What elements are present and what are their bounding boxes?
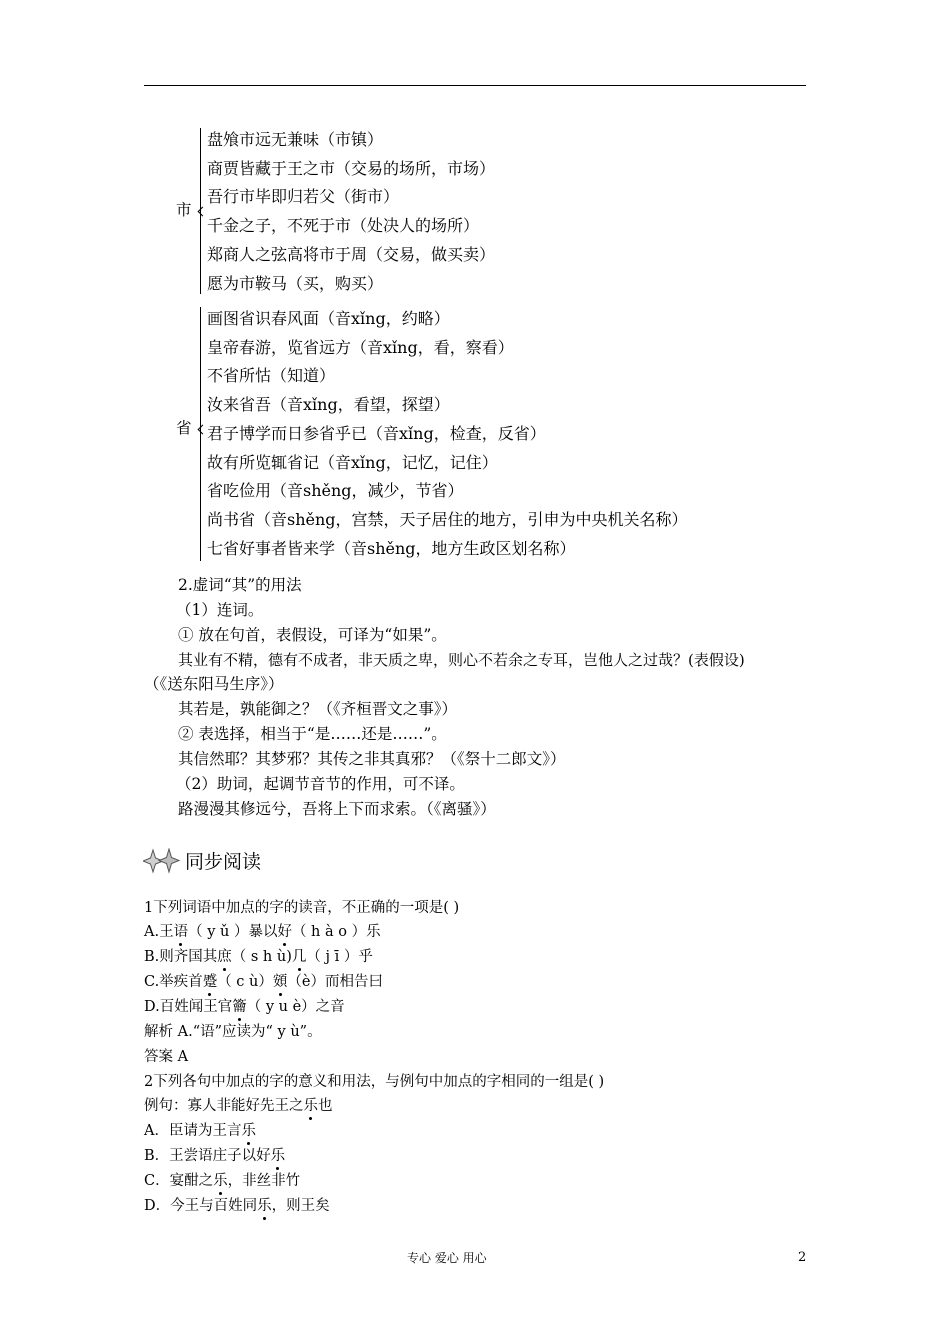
option-text: （è）而相告曰 bbox=[287, 974, 383, 990]
q1-option-b bbox=[144, 947, 373, 967]
list-item: 郑商人之弦高将市于周（交易，做买卖） bbox=[207, 244, 496, 264]
option-text: C．宴酣之 bbox=[144, 1173, 214, 1189]
example-text: 例句：寡人非能好先王之 bbox=[144, 1098, 304, 1114]
list-item: 商贾皆藏于王之市（交易的场所，市场） bbox=[207, 158, 496, 178]
q2-example bbox=[144, 1096, 333, 1116]
option-text: （ j ī ）乎 bbox=[306, 949, 373, 965]
shi-group-head: 市 bbox=[176, 201, 192, 219]
qi-p2: ① 放在句首，表假设，可译为“如果”。 bbox=[178, 626, 447, 644]
qi-p3b: （《送东阳马生序》） bbox=[144, 675, 284, 693]
q1-option-c bbox=[144, 972, 383, 992]
option-text: B．王尝语庄子以好 bbox=[144, 1148, 271, 1164]
dotted-char: 頞 bbox=[272, 974, 288, 990]
xing-group-list bbox=[207, 305, 688, 563]
option-text: 官 bbox=[217, 999, 233, 1015]
qi-p8: 路漫漫其修远兮，吾将上下而求索。（《离骚》） bbox=[178, 800, 496, 818]
q2-option-d bbox=[144, 1196, 330, 1216]
q1-option-d bbox=[144, 997, 345, 1017]
dotted-char: 蹙 bbox=[202, 974, 218, 990]
dotted-char: 庶 bbox=[217, 949, 232, 965]
option-text: ，则王矣 bbox=[271, 1198, 330, 1214]
option-text: C.举疾首 bbox=[144, 974, 203, 990]
list-item: 省吃俭用（音shěng，减少，节省） bbox=[207, 481, 464, 501]
dotted-char: 乐 bbox=[303, 1098, 318, 1114]
list-item: 尚书省（音shěng，宫禁，天子居住的地方，引申为中央机关名称） bbox=[207, 509, 688, 529]
option-text: （ y ǔ ）暴以 bbox=[188, 924, 278, 940]
header-rule bbox=[144, 85, 806, 86]
dotted-char: 乐 bbox=[213, 1173, 228, 1189]
sparkle-icon bbox=[143, 848, 183, 874]
qi-p1: （1）连词。 bbox=[176, 601, 264, 619]
qi-p5: ② 表选择，相当于“是……还是……”。 bbox=[178, 725, 447, 743]
footer-motto: 专心 爱心 用心 bbox=[407, 1251, 487, 1265]
dotted-char: 几 bbox=[291, 949, 307, 965]
qi-p7: （2）助词，起调节音节的作用，可不译。 bbox=[176, 775, 465, 793]
dotted-char: 语 bbox=[173, 924, 189, 940]
list-item: 不省所怙（知道） bbox=[207, 366, 336, 386]
dotted-char: 乐 bbox=[270, 1148, 286, 1164]
q2-option-b bbox=[144, 1146, 285, 1166]
option-text: B.则齐国其 bbox=[144, 949, 218, 965]
option-text: ，非丝非竹 bbox=[227, 1173, 301, 1189]
qi-section-title: 2.虚词“其”的用法 bbox=[178, 576, 302, 594]
list-item: 皇帝春游，览省远方（音xǐng，看，察看） bbox=[207, 337, 514, 357]
list-item: 愿为市鞍马（买，购买） bbox=[207, 273, 384, 293]
qi-p4: 其若是，孰能御之？（《齐桓晋文之事》） bbox=[178, 700, 458, 718]
q1-stem: 1下列词语中加点的字的读音，不正确的一项是( ) bbox=[144, 900, 460, 916]
q1-answer: 答案 A bbox=[144, 1049, 189, 1065]
option-text: （ h à o ）乐 bbox=[291, 924, 381, 940]
sync-reading-heading: 同步阅读 bbox=[185, 851, 262, 873]
example-text: 也 bbox=[318, 1098, 333, 1114]
q2-option-a bbox=[144, 1121, 256, 1141]
dotted-char: 籥 bbox=[232, 999, 247, 1015]
qi-p6: 其信然耶？其梦邪？其传之非其真邪？（《祭十二郎文》） bbox=[178, 750, 566, 768]
dotted-char: 好 bbox=[277, 924, 292, 940]
list-item: 故有所览辄省记（音xǐng，记忆，记住） bbox=[207, 452, 498, 472]
list-item: 七省好事者皆来学（音shěng，地方生政区划名称） bbox=[207, 538, 576, 558]
option-text: A.王 bbox=[144, 924, 174, 940]
q2-option-c bbox=[144, 1171, 300, 1191]
list-item: 画图省识春风面（音xǐng，约略） bbox=[207, 309, 450, 328]
q2-stem: 2下列各句中加点的字的意义和用法，与例句中加点的字相同的一组是( ) bbox=[144, 1074, 605, 1090]
q1-analysis: 解析 A.“语”应读为“ y ù”。 bbox=[144, 1024, 322, 1040]
list-item: 吾行市毕即归若父（街市） bbox=[207, 187, 400, 207]
list-item: 盘飧市远无兼味（市镇） bbox=[207, 130, 384, 149]
xing-brace bbox=[200, 307, 201, 561]
qi-p3a: 其业有不精，德有不成者，非天质之卑，则心不若余之专耳，岂他人之过哉？(表假设) bbox=[178, 651, 745, 669]
option-text: D.百姓闻王 bbox=[144, 999, 218, 1015]
xing-group-head: 省 bbox=[176, 419, 192, 437]
option-text: （ c ù） bbox=[217, 974, 273, 990]
page-number: 2 bbox=[798, 1250, 807, 1265]
dotted-char: 乐 bbox=[241, 1123, 256, 1139]
option-text: A．臣请为王言 bbox=[144, 1123, 242, 1139]
option-text: （ y u è）之音 bbox=[246, 999, 345, 1015]
dotted-char: 乐 bbox=[257, 1198, 272, 1214]
list-item: 君子博学而日参省乎已（音xǐng，检查，反省） bbox=[207, 423, 546, 443]
list-item: 千金之子，不死于市（处决人的场所） bbox=[207, 216, 480, 236]
option-text: （ s h ù) bbox=[231, 949, 292, 965]
list-item: 汝来省吾（音xǐng，看望，探望） bbox=[207, 395, 450, 415]
q1-option-a bbox=[144, 922, 381, 942]
option-text: D．今王与百姓同 bbox=[144, 1198, 258, 1214]
shi-group-list bbox=[207, 126, 495, 298]
